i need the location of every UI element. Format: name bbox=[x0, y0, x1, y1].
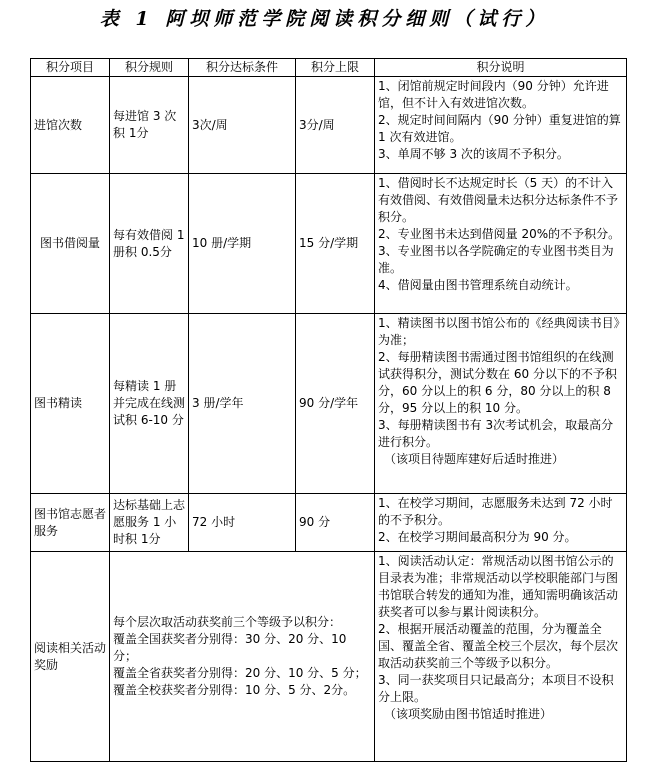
explanation-line: 2、在校学习期间最高积分为 90 分。 bbox=[378, 530, 577, 544]
document-title: 表 1 阿坝师范学院阅读积分细则（试行） bbox=[99, 8, 550, 30]
explanation-line: 4、借阅量由图书管理系统自动统计。 bbox=[378, 278, 578, 292]
row-explanation bbox=[375, 552, 627, 762]
row-item: 图书馆志愿者服务 bbox=[31, 494, 110, 552]
explanation-line: 3、专业图书以各学院确定的专业图书类目为准。 bbox=[378, 244, 614, 275]
explanation-line: 3、单周不够 3 次的该周不予积分。 bbox=[378, 147, 569, 161]
row-item: 图书精读 bbox=[31, 314, 110, 494]
row-explanation bbox=[375, 314, 627, 494]
row-explanation bbox=[375, 494, 627, 552]
rule-line: 每个层次取活动获奖前三个等级予以积分： bbox=[113, 615, 342, 629]
explanation-line: 2、专业图书未达到借阅量 20%的不予积分。 bbox=[378, 227, 621, 241]
row-rule: 每有效借阅 1 册积 0.5分 bbox=[110, 174, 189, 314]
explanation-line: 1、在校学习期间，志愿服务未达到 72 小时的不予积分。 bbox=[378, 496, 613, 527]
row-limit: 90 分/学年 bbox=[296, 314, 375, 494]
header-explanation: 积分说明 bbox=[375, 59, 627, 77]
explanation-note: （该项目待题库建好后适时推进） bbox=[384, 452, 565, 466]
row-explanation bbox=[375, 174, 627, 314]
table-row bbox=[31, 552, 627, 762]
explanation-line: 3、每册精读图书有 3次考试机会，取最高分进行积分。 bbox=[378, 418, 614, 449]
explanation-line: 3、同一获奖项目只记最高分；本项目不设积分上限。 bbox=[378, 673, 614, 704]
row-limit: 3分/周 bbox=[296, 77, 375, 174]
row-item: 进馆次数 bbox=[31, 77, 110, 174]
row-item: 阅读相关活动奖励 bbox=[31, 552, 110, 762]
row-item: 图书借阅量 bbox=[31, 174, 110, 314]
rule-line: 覆盖全校获奖者分别得：10 分、5 分、2分。 bbox=[113, 683, 356, 697]
explanation-line: 1、阅读活动认定：常规活动以图书馆公示的目录表为准；非常规活动以学校职能部门与图书馆联合转发的通知为准，通知需明确该活动获奖者可以参与累计阅读积分。 bbox=[378, 554, 619, 619]
header-limit: 积分上限 bbox=[296, 59, 375, 77]
table-header-row bbox=[31, 59, 627, 77]
row-limit: 90 分 bbox=[296, 494, 375, 552]
header-condition: 积分达标条件 bbox=[189, 59, 296, 77]
explanation-note: （该项奖励由图书馆适时推进） bbox=[384, 707, 553, 721]
explanation-line: 1、闭馆前规定时间段内（90 分钟）允许进馆，但不计入有效进馆次数。 bbox=[378, 79, 609, 110]
row-condition: 10 册/学期 bbox=[189, 174, 296, 314]
table-row bbox=[31, 174, 627, 314]
explanation-line: 2、根据开展活动覆盖的范围，分为覆盖全国、覆盖全省、覆盖全校三个层次，每个层次取活动获奖前三个等级予以积分。 bbox=[378, 622, 619, 670]
row-condition: 3次/周 bbox=[189, 77, 296, 174]
rule-line: 覆盖全省获奖者分别得：20 分、10 分、5 分； bbox=[113, 666, 367, 680]
row-explanation bbox=[375, 77, 627, 174]
explanation-line: 2、每册精读图书需通过图书馆组织的在线测试获得积分，测试分数在 60 分以下的不予积分，60 分以上的积 6 分，80 分以上的积 8 分，95 分以上的积 10 分。 bbox=[378, 350, 617, 415]
table-row bbox=[31, 77, 627, 174]
table-row bbox=[31, 494, 627, 552]
explanation-line: 1、精读图书以图书馆公布的《经典阅读书目》为准； bbox=[378, 316, 620, 347]
row-rule: 每精读 1 册并完成在线测试积 6-10 分 bbox=[110, 314, 189, 494]
points-rules-table bbox=[30, 58, 627, 762]
header-item: 积分项目 bbox=[31, 59, 110, 77]
explanation-line: 2、规定时间间隔内（90 分钟）重复进馆的算 1 次有效进馆。 bbox=[378, 113, 621, 144]
table-row bbox=[31, 314, 627, 494]
rule-line: 覆盖全国获奖者分别得：30 分、20 分、10 分； bbox=[113, 632, 347, 663]
row-condition: 3 册/学年 bbox=[189, 314, 296, 494]
row-condition: 72 小时 bbox=[189, 494, 296, 552]
row-rule: 达标基础上志愿服务 1 小时积 1分 bbox=[110, 494, 189, 552]
row-rule bbox=[110, 552, 375, 762]
row-rule: 每进馆 3 次积 1分 bbox=[110, 77, 189, 174]
explanation-line: 1、借阅时长不达规定时长（5 天）的不计入有效借阅、有效借阅量未达积分达标条件不予积分。 bbox=[378, 176, 619, 224]
header-rule: 积分规则 bbox=[110, 59, 189, 77]
row-limit: 15 分/学期 bbox=[296, 174, 375, 314]
